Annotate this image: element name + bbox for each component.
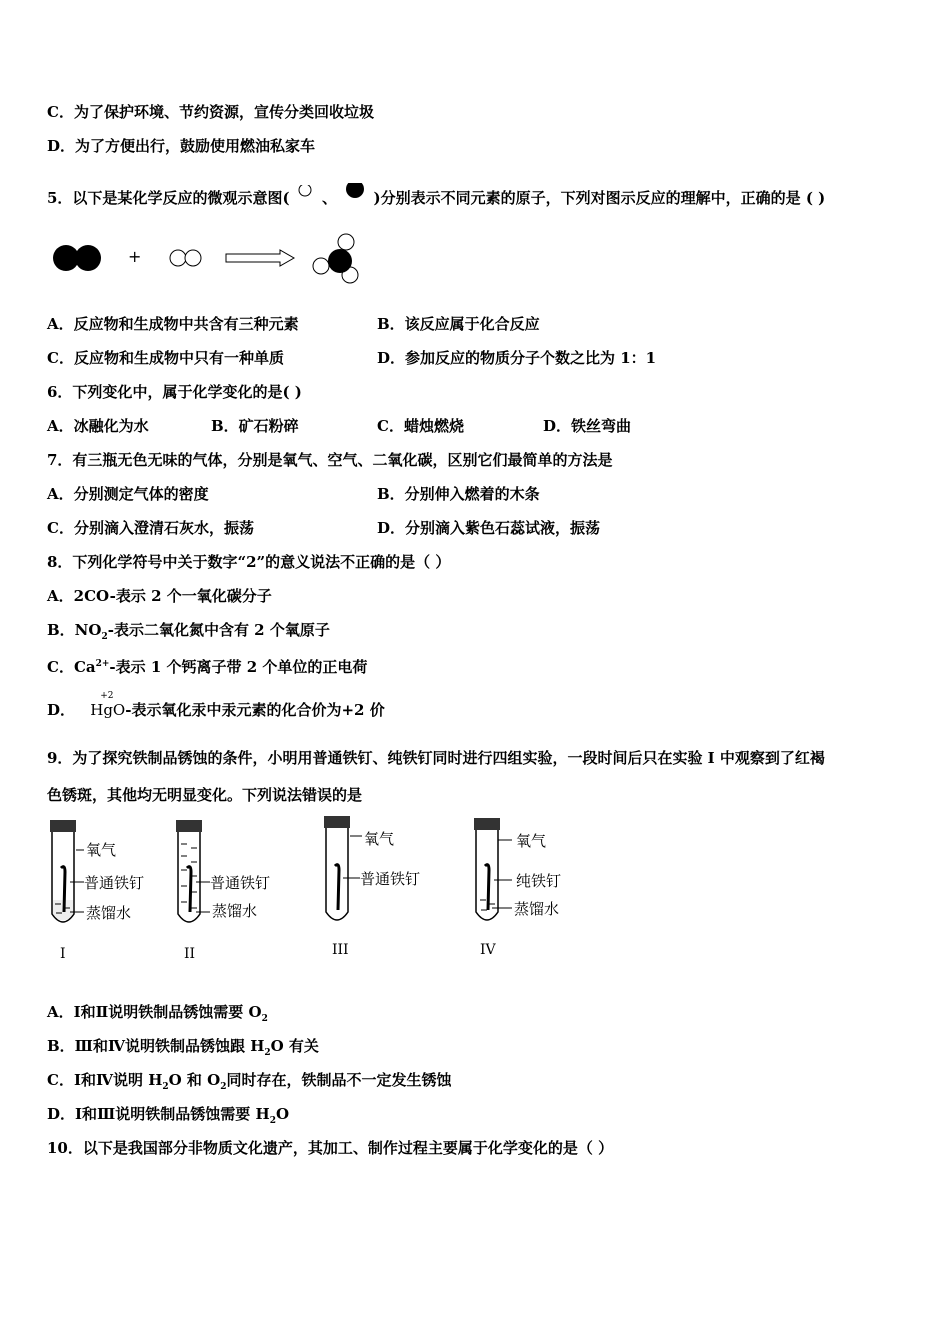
q7-option-c: C．分别滴入澄清石灰水，振荡 [47, 519, 254, 537]
q8-stem: 8．下列化学符号中关于数字“2”的意义说法不正确的是（ ） [47, 553, 451, 571]
tube1-label-water: 蒸馏水 [86, 904, 132, 922]
q8-d-formula-wrap [90, 691, 126, 720]
tube4-label-water: 蒸馏水 [514, 900, 560, 918]
white-molecule-icon [170, 250, 201, 266]
q4-option-c: C．为了保护环境、节约资源，宣传分类回收垃圾 [47, 103, 374, 121]
q5-stem-separator: 、 [322, 189, 338, 207]
q5-stem-part2: )分别表示不同元素的原子，下列对图示反应的理解中，正确的是 ( ) [373, 189, 826, 207]
q5-stem [47, 183, 825, 208]
black-atom-icon [342, 183, 368, 205]
test-tube-diagram [40, 812, 600, 972]
tube2-label-nail: 普通铁钉 [210, 874, 271, 892]
product-molecule-icon [313, 234, 358, 283]
tube2-roman: II [184, 946, 196, 962]
tube1-roman: I [60, 946, 66, 962]
tube4-label-oxygen: 氧气 [516, 832, 547, 850]
test-tube-1 [50, 820, 144, 962]
q8-option-a: A．2CO-表示 2 个一氧化碳分子 [47, 587, 272, 605]
q7-option-d: D．分别滴入紫色石蕊试液，振荡 [377, 519, 601, 537]
q9-c-sub1: 2 [162, 1082, 169, 1092]
q8-option-b [47, 620, 330, 647]
q7-option-a: A．分别测定气体的密度 [47, 485, 209, 503]
q9-option-b [47, 1036, 319, 1063]
tube3-label-nail: 普通铁钉 [360, 870, 421, 888]
q9-b-post: O 有关 [270, 1037, 319, 1055]
q8-b-sub: 2 [101, 632, 108, 642]
q9-c-sub2: 2 [220, 1082, 227, 1092]
black-molecule-icon [53, 245, 101, 271]
q9-stem-line2: 色锈斑，其他均无明显变化。下列说法错误的是 [47, 786, 363, 804]
q8-option-c [47, 654, 367, 677]
tube3-label-oxygen: 氧气 [364, 830, 395, 848]
tube4-label-nail: 纯铁钉 [516, 872, 562, 890]
q5-stem-part1: 5．以下是某化学反应的微观示意图( [47, 189, 290, 207]
q5-option-b: B．该反应属于化合反应 [377, 315, 540, 333]
q9-d-pre: D．Ⅰ和Ⅲ说明铁制品锈蚀需要 H [47, 1105, 270, 1123]
q9-option-a [47, 1002, 268, 1029]
tube1-label-oxygen: 氧气 [86, 841, 117, 859]
tube3-roman: III [332, 942, 349, 958]
q8-option-d [47, 691, 385, 720]
reaction-diagram [48, 230, 368, 290]
plus-sign: + [128, 247, 142, 266]
q9-a-sub: 2 [261, 1014, 268, 1024]
q6-option-c: C．蜡烛燃烧 [377, 417, 464, 435]
q8-d-valence: +2 [100, 691, 114, 701]
q8-c-sup: 2+ [95, 659, 110, 669]
q6-option-d: D．铁丝弯曲 [543, 417, 632, 435]
q6-option-b: B．矿石粉碎 [211, 417, 299, 435]
q9-option-c [47, 1070, 452, 1097]
q9-c-mid: O 和 O [168, 1071, 221, 1089]
q4-option-d: D．为了方便出行，鼓励使用燃油私家车 [47, 137, 316, 155]
q9-d-post: O [275, 1105, 290, 1123]
q9-a-pre: A．Ⅰ和Ⅱ说明铁制品锈蚀需要 O [47, 1003, 262, 1021]
q8-d-formula: HgO [90, 701, 126, 719]
reaction-arrow-icon [226, 250, 294, 266]
q8-c-pre: C．Ca [47, 658, 96, 676]
q9-d-sub: 2 [269, 1116, 276, 1126]
q6-stem: 6．下列变化中，属于化学变化的是( ) [47, 383, 302, 401]
q8-b-post: -表示二氧化氮中含有 2 个氧原子 [107, 621, 330, 639]
test-tube-4 [474, 818, 561, 958]
test-tube-3 [324, 816, 420, 958]
q5-option-c: C．反应物和生成物中只有一种单质 [47, 349, 284, 367]
q6-option-a: A．冰融化为水 [47, 417, 149, 435]
q7-stem: 7．有三瓶无色无味的气体，分别是氧气、空气、二氧化碳，区别它们最简单的方法是 [47, 451, 613, 469]
q9-stem-line1: 9．为了探究铁制品锈蚀的条件，小明用普通铁钉、纯铁钉同时进行四组实验，一段时间后只在实验 I 中观察到了红褐 [47, 749, 825, 767]
q9-option-d [47, 1104, 289, 1131]
q7-option-b: B．分别伸入燃着的木条 [377, 485, 540, 503]
q10-stem: 10．以下是我国部分非物质文化遗产，其加工、制作过程主要属于化学变化的是（ ） [47, 1139, 614, 1157]
tube4-roman: IV [480, 942, 496, 958]
test-tube-2 [176, 820, 270, 962]
q8-b-pre: B．NO [47, 621, 102, 639]
white-atom-icon [295, 185, 317, 205]
tube2-label-water: 蒸馏水 [212, 902, 258, 920]
q8-d-post: -表示氧化汞中汞元素的化合价为+2 价 [125, 701, 385, 719]
q5-option-d: D．参加反应的物质分子个数之比为 1：1 [377, 349, 657, 367]
q5-option-a: A．反应物和生成物中共含有三种元素 [47, 315, 299, 333]
q8-d-pre: D． [47, 701, 76, 719]
q9-b-sub: 2 [264, 1048, 271, 1058]
q9-c-post: 同时存在，铁制品不一定发生锈蚀 [226, 1071, 452, 1089]
q9-c-pre: C．Ⅰ和Ⅳ说明 H [47, 1071, 163, 1089]
q8-c-post: -表示 1 个钙离子带 2 个单位的正电荷 [109, 658, 368, 676]
q9-b-pre: B．Ⅲ和Ⅳ说明铁制品锈蚀跟 H [47, 1037, 265, 1055]
tube1-label-nail: 普通铁钉 [84, 874, 145, 892]
